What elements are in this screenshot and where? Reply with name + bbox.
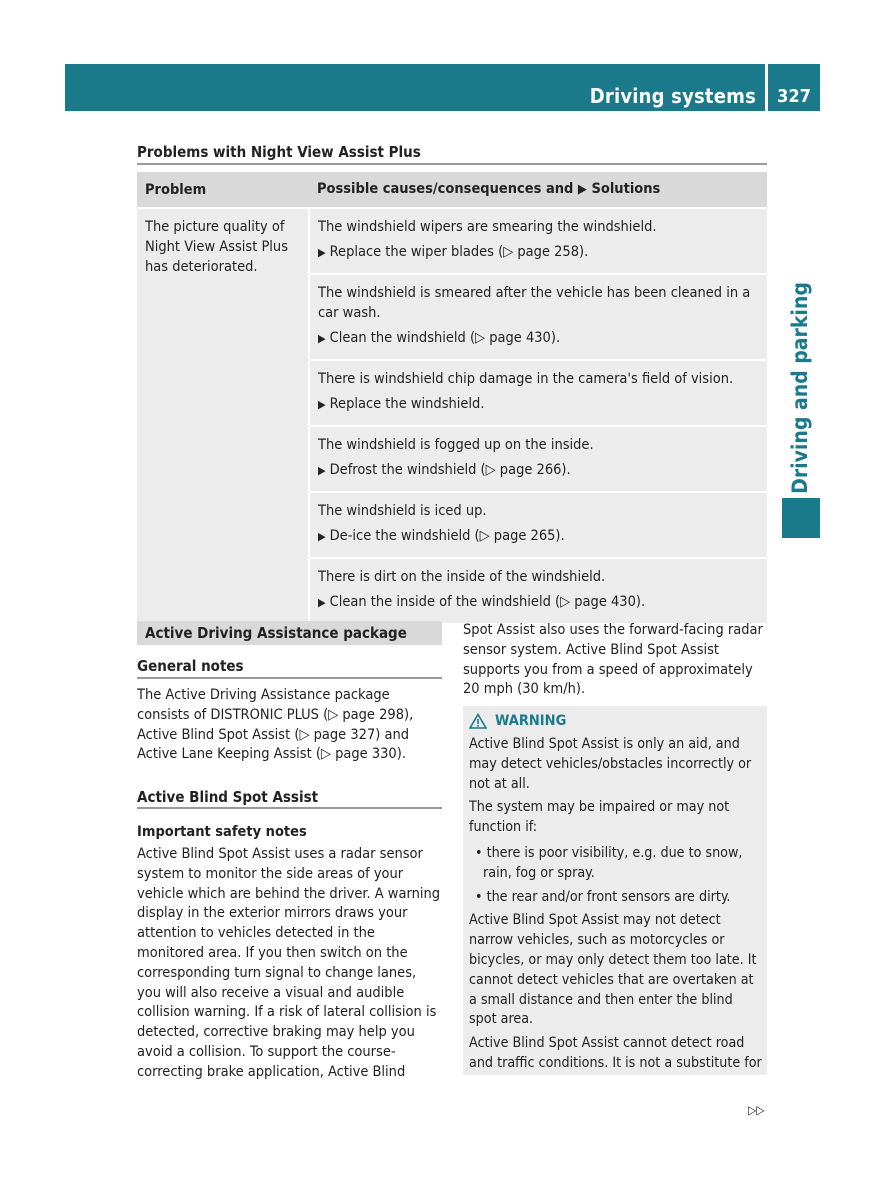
table-row (137, 208, 767, 274)
blind-spot-assist-divider (137, 807, 442, 809)
step-arrow-icon: ▶ (318, 530, 326, 543)
continued-text: Spot Assist also uses the forward-facing radar sensor system. Active Blind Spot Assist supports you from a speed of approximately 20 mph (30 km/h). (463, 622, 763, 698)
page-number: 327 (777, 86, 811, 107)
cause-cell (309, 360, 767, 426)
step-arrow-icon: ▶ (318, 596, 326, 609)
solution-step (318, 328, 759, 349)
safety-notes-text: Active Blind Spot Assist uses a radar sensor system to monitor the side areas of your vehicle which are behind the driver. A warning display in the exterior mirrors draws your attention to vehicles detected in the monitored area. If you then switch on the corresponding turn signal to change lanes, you will also receive a visual and audible collision warning. If a risk of lateral collision is detected, corrective braking may help you avoid a collision. To support the course-correcting brake application, Active Blind (137, 846, 441, 1080)
cause-cell (309, 426, 767, 492)
warning-paragraph: Active Blind Spot Assist cannot detect road and traffic conditions. It is not a substitute for (469, 1035, 762, 1071)
general-notes-heading (137, 657, 442, 675)
cause-text: The windshield is fogged up on the inside. (318, 437, 594, 453)
cause-cell (309, 558, 767, 623)
solution-text: Defrost the windshield (▷ page 266). (329, 462, 571, 478)
column-header-causes (309, 172, 767, 208)
general-notes-title: General notes (137, 657, 244, 675)
problems-section-title: Problems with Night View Assist Plus (137, 143, 421, 161)
warning-bullet: • there is poor visibility, e.g. due to snow, rain, fog or spray. (475, 844, 743, 881)
solution-arrow-icon: ▶ (577, 182, 587, 197)
general-notes-divider (137, 677, 442, 679)
chapter-title: Driving systems (589, 84, 756, 108)
cause-text: The windshield is smeared after the vehicle has been cleaned in a car wash. (318, 285, 751, 321)
cause-text: The windshield wipers are smearing the windshield. (318, 219, 657, 235)
solution-text: De-ice the windshield (▷ page 265). (329, 528, 565, 544)
column-header-causes-suffix: Solutions (591, 181, 661, 197)
continue-mark: ▷▷ (748, 1103, 765, 1117)
solution-step (318, 526, 759, 547)
warning-paragraph: Active Blind Spot Assist may not detect narrow vehicles, such as motorcycles or bicycles, or may only detect them too late. It cannot detect vehicles that are overtaken at a small distance and then enter the blind spot area. (469, 912, 757, 1028)
package-heading: Active Driving Assistance package (145, 624, 407, 642)
solution-text: Replace the windshield. (329, 396, 485, 412)
problems-table (137, 172, 767, 623)
column-header-causes-prefix: Possible causes/consequences and (317, 181, 574, 197)
solution-step (318, 242, 759, 263)
cause-text: The windshield is iced up. (318, 503, 487, 519)
cause-text: There is dirt on the inside of the windshield. (318, 569, 606, 585)
section-divider (137, 163, 767, 165)
side-tab-marker (782, 498, 820, 538)
warning-bullet: • the rear and/or front sensors are dirty. (475, 888, 731, 905)
solution-step (318, 460, 759, 481)
warning-paragraph: Active Blind Spot Assist is only an aid, and may detect vehicles/obstacles incorrectly or not at all. (469, 736, 752, 792)
solution-text: Replace the wiper blades (▷ page 258). (329, 244, 589, 260)
step-arrow-icon: ▶ (318, 398, 326, 411)
table-header-row (137, 172, 767, 208)
step-arrow-icon: ▶ (318, 246, 326, 259)
cause-text: There is windshield chip damage in the camera's field of vision. (318, 371, 734, 387)
warning-paragraph: The system may be impaired or may not function if: (469, 799, 730, 836)
general-notes-text: The Active Driving Assistance package consists of DISTRONIC PLUS (▷ page 298), Active Blind Spot Assist (▷ page 327) and Active Lane Keeping Assist (▷ page 330). (137, 687, 414, 763)
side-tab-label: Driving and parking (788, 282, 812, 494)
solution-text: Clean the windshield (▷ page 430). (329, 330, 561, 346)
column-header-problem: Problem (137, 172, 309, 208)
cause-cell (309, 492, 767, 558)
problem-cell: The picture quality of Night View Assist Plus has deteriorated. (137, 208, 309, 623)
warning-triangle-icon (469, 713, 487, 729)
warning-bullet-text: there is poor visibility, e.g. due to snow, rain, fog or spray. (483, 844, 743, 881)
solution-step (318, 592, 759, 613)
step-arrow-icon: ▶ (318, 332, 326, 345)
solution-step (318, 394, 759, 415)
warning-bullet-text: the rear and/or front sensors are dirty. (486, 888, 731, 905)
cause-cell (309, 274, 767, 360)
step-arrow-icon: ▶ (318, 464, 326, 477)
blind-spot-assist-heading: Active Blind Spot Assist (137, 788, 319, 806)
warning-header (469, 711, 762, 731)
solution-text: Clean the inside of the windshield (▷ page 430). (329, 594, 646, 610)
warning-label: WARNING (495, 713, 567, 729)
warning-content (469, 711, 762, 1074)
safety-notes-heading: Important safety notes (137, 824, 307, 840)
cause-cell (309, 208, 767, 274)
